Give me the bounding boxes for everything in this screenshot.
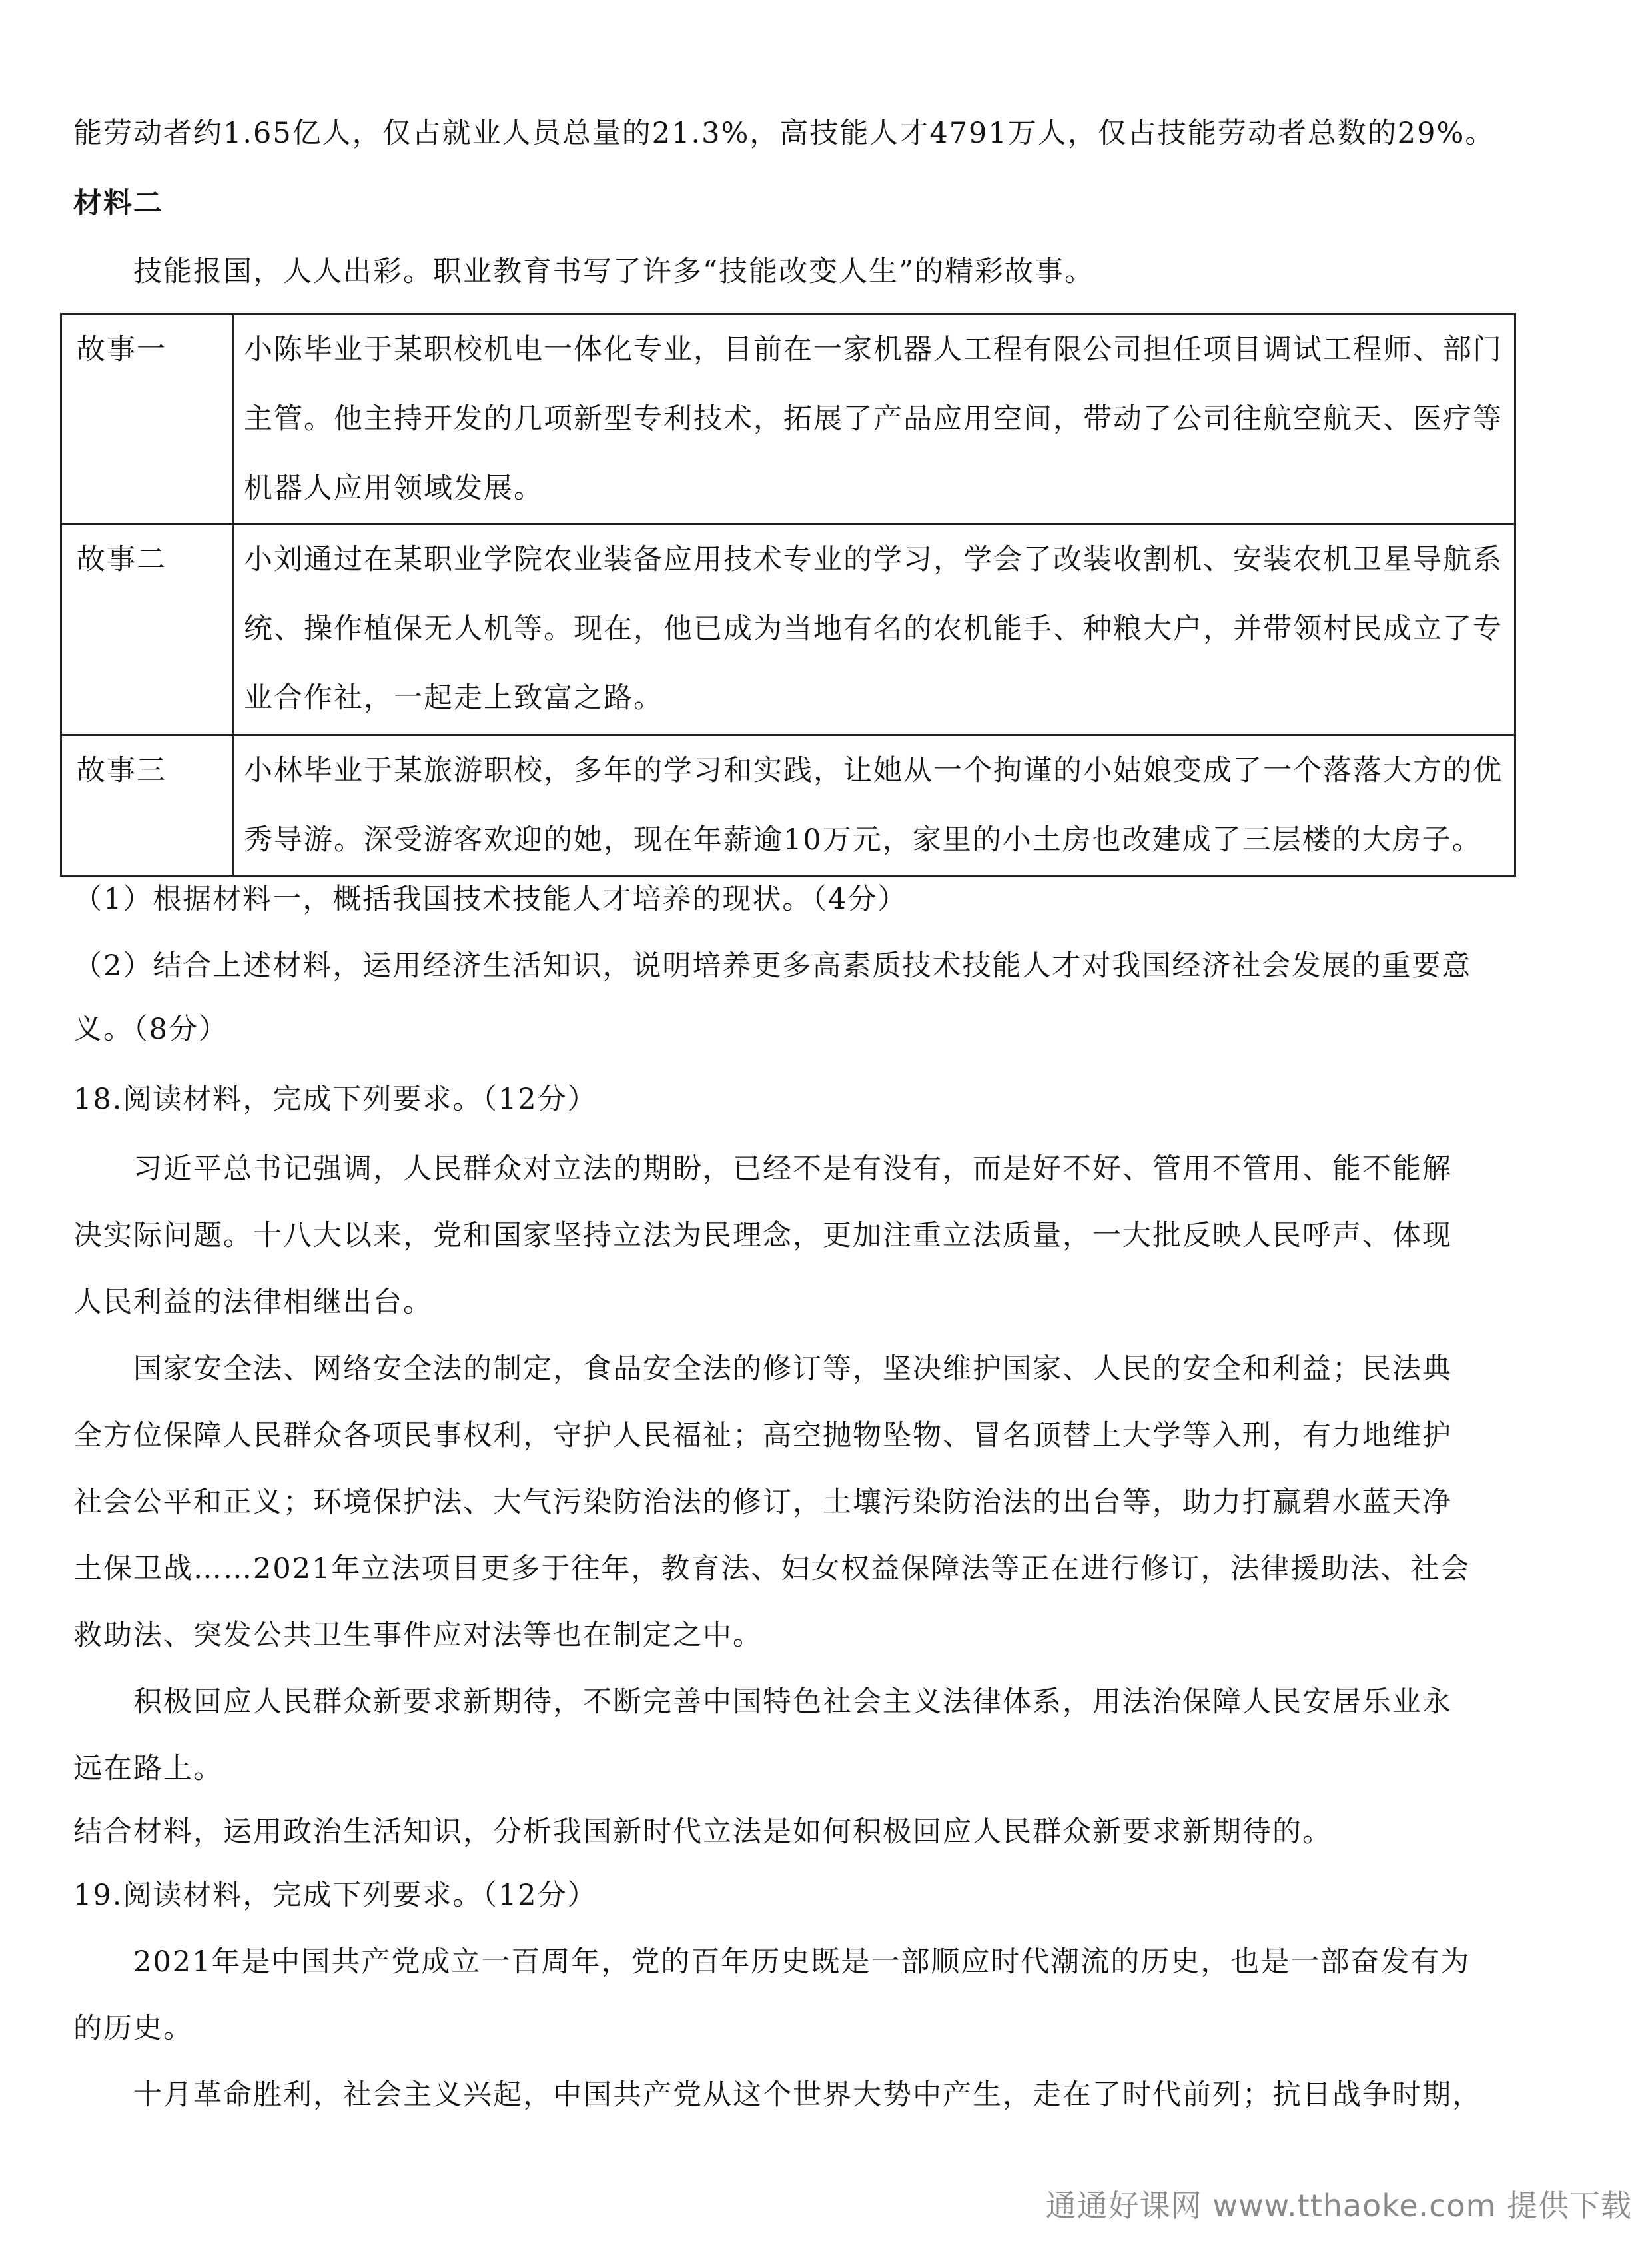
material2-heading: 材料二 <box>73 187 163 220</box>
q19-p1-line: 的历史。 <box>73 2012 193 2045</box>
q18-p3-line: 远在路上。 <box>73 1752 223 1785</box>
q18-p2-line: 土保卫战……2021年立法项目更多于往年，教育法、妇女权益保障法等正在进行修订，法律援助法、社会 <box>73 1552 1471 1585</box>
story-row <box>61 735 1515 876</box>
q18-p1-line: 决实际问题。十八大以来，党和国家坚持立法为民理念，更加注重立法质量，一大批反映人民呼声、体现 <box>73 1219 1452 1252</box>
story-table <box>60 313 1516 877</box>
material1-tail-line: 能劳动者约1.65亿人，仅占就业人员总量的21.3%，高技能人才4791万人，仅占技能劳动者总数的29%。 <box>73 117 1495 150</box>
story-text: 小陈毕业于某职校机电一体化专业，目前在一家机器人工程有限公司担任项目调试工程师、部门主管。他主持开发的几项新型专利技术，拓展了产品应用空间，带动了公司往航空航天、医疗等机器人应用领域发展。 <box>234 314 1515 524</box>
story-label: 故事一 <box>61 314 234 524</box>
material2-intro: 技能报国，人人出彩。职业教育书写了许多“技能改变人生”的精彩故事。 <box>133 255 1094 288</box>
q18-title: 18.阅读材料，完成下列要求。（12分） <box>73 1083 598 1116</box>
q18-p2-line: 国家安全法、网络安全法的制定，食品安全法的修订等，坚决维护国家、人民的安全和利益；民法典 <box>133 1352 1452 1386</box>
q18-p2-line: 救助法、突发公共卫生事件应对法等也在制定之中。 <box>73 1619 763 1652</box>
q17-sub1: （1）根据材料一，概括我国技术技能人才培养的现状。（4分） <box>73 883 908 916</box>
story-text: 小刘通过在某职业学院农业装备应用技术专业的学习，学会了改装收割机、安装农机卫星导航系统、操作植保无人机等。现在，他已成为当地有名的农机能手、种粮大户，并带领村民成立了专业合作社，一起走上致富之路。 <box>234 524 1515 735</box>
story-label: 故事三 <box>61 735 234 876</box>
story-text: 小林毕业于某旅游职校，多年的学习和实践，让她从一个拘谨的小姑娘变成了一个落落大方的优秀导游。深受游客欢迎的她，现在年薪逾10万元，家里的小土房也改建成了三层楼的大房子。 <box>234 735 1515 876</box>
q18-p3-line: 积极回应人民群众新要求新期待，不断完善中国特色社会主义法律体系，用法治保障人民安居乐业永 <box>133 1685 1452 1719</box>
q18-question: 结合材料，运用政治生活知识，分析我国新时代立法是如何积极回应人民群众新要求新期待的。 <box>73 1815 1332 1849</box>
story-row <box>61 524 1515 735</box>
q18-p1-line: 习近平总书记强调，人民群众对立法的期盼，已经不是有没有，而是好不好、管用不管用、能不能解 <box>133 1152 1452 1186</box>
watermark-text: 通通好课网 www.tthaoke.com 提供下载 <box>1045 2188 1632 2224</box>
q18-p1-line: 人民利益的法律相继出台。 <box>73 1286 433 1319</box>
q18-p2-line: 社会公平和正义；环境保护法、大气污染防治法的修订，土壤污染防治法的出台等，助力打赢碧水蓝天净 <box>73 1486 1452 1519</box>
q19-p1-line: 2021年是中国共产党成立一百周年，党的百年历史既是一部顺应时代潮流的历史，也是一部奋发有为 <box>133 1945 1471 1979</box>
story-row <box>61 314 1515 524</box>
q18-p2-line: 全方位保障人民群众各项民事权利，守护人民福祉；高空抛物坠物、冒名顶替上大学等入刑，有力地维护 <box>73 1419 1452 1452</box>
q17-sub2-line1: （2）结合上述材料，运用经济生活知识，说明培养更多高素质技术技能人才对我国经济社会发展的重要意 <box>73 949 1472 983</box>
q17-sub2-line2: 义。（8分） <box>73 1013 228 1046</box>
story-label: 故事二 <box>61 524 234 735</box>
q19-p2-line: 十月革命胜利，社会主义兴起，中国共产党从这个世界大势中产生，走在了时代前列；抗日战争时期， <box>133 2078 1482 2112</box>
q19-title: 19.阅读材料，完成下列要求。（12分） <box>73 1879 598 1912</box>
